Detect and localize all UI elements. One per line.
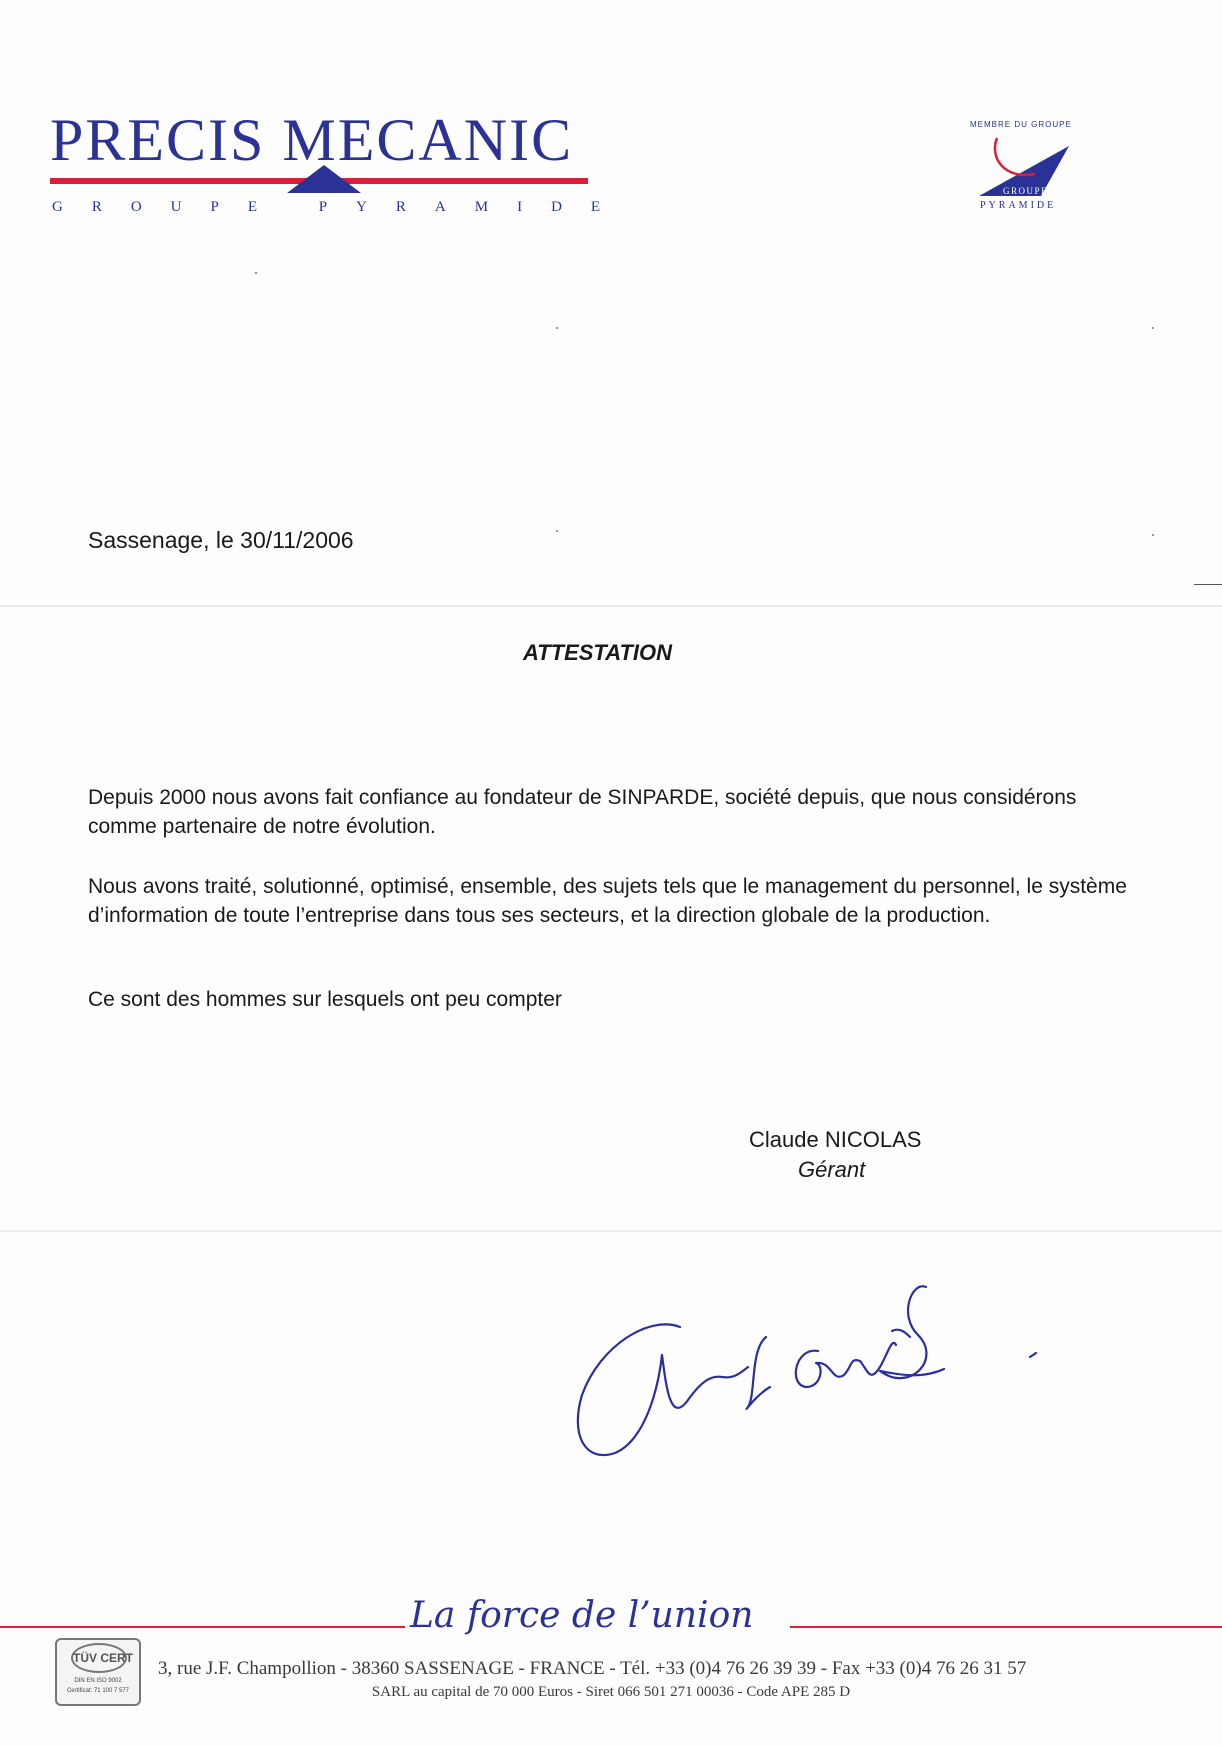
signer-role: Gérant	[798, 1157, 866, 1182]
scan-speck	[556, 530, 558, 532]
emblem-word: PYRAMIDE	[980, 200, 1057, 211]
company-logo-text: PRECIS MECANIC	[50, 107, 574, 173]
signature-stroke	[578, 1324, 748, 1455]
emblem-caption: MEMBRE DU GROUPE	[970, 120, 1072, 129]
footer-rule	[0, 1626, 405, 1628]
company-legal-info: SARL au capital de 70 000 Euros - Siret 066 501 271 00036 - Code APE 285 D	[371, 1684, 851, 1700]
fold-line	[0, 1230, 1222, 1232]
document-title: ATTESTATION	[522, 640, 673, 665]
company-address: 3, rue J.F. Champollion - 38360 SASSENAGE - FRANCE - Tél. +33 (0)4 76 26 39 39 - Fax +33 (0)4 76 26 31 57	[158, 1658, 1027, 1679]
paragraph: Depuis 2000 nous avons fait confiance au fondateur de SINPARDE, société depuis, que nous considérons comme partenaire de notre évolution.	[88, 786, 1077, 838]
tuv-logo: TÜV CERT	[71, 1643, 127, 1673]
emblem-inner-text: GROUPE	[1003, 186, 1049, 196]
paragraph: Ce sont des hommes sur lesquels ont peu compter	[88, 988, 562, 1011]
signer-name: Claude NICOLAS	[749, 1127, 922, 1152]
scan-speck	[1152, 534, 1154, 536]
fold-line	[0, 605, 1222, 607]
paragraph: Nous avons traité, solutionné, optimisé, ensemble, des sujets tels que le management du personnel, le système d’information de toute l’entreprise dans tous ses secteurs, et la direction globale de la production.	[88, 875, 1127, 927]
cert-standard: DIN EN ISO 9002	[74, 1678, 122, 1684]
pyramide-emblem	[965, 130, 1075, 202]
handwritten-signature	[570, 1275, 1050, 1475]
date-line: Sassenage, le 30/11/2006	[88, 527, 354, 553]
logo-triangle	[287, 165, 361, 193]
scan-speck	[1152, 327, 1154, 329]
signature-stroke	[796, 1343, 896, 1387]
company-slogan: La force de l’union	[410, 1595, 754, 1636]
footer-rule	[790, 1626, 1222, 1628]
scan-speck	[556, 327, 558, 329]
edge-mark	[1194, 584, 1222, 585]
scan-speck	[255, 272, 257, 274]
signature-stroke	[880, 1286, 944, 1378]
company-subtitle: GROUPE PYRAMIDE	[52, 199, 630, 215]
signature-stroke	[1030, 1353, 1036, 1357]
cert-number: Certificat: 71 100 7 577	[66, 1688, 130, 1694]
signature-stroke	[892, 1330, 910, 1337]
signature-stroke	[747, 1337, 770, 1409]
